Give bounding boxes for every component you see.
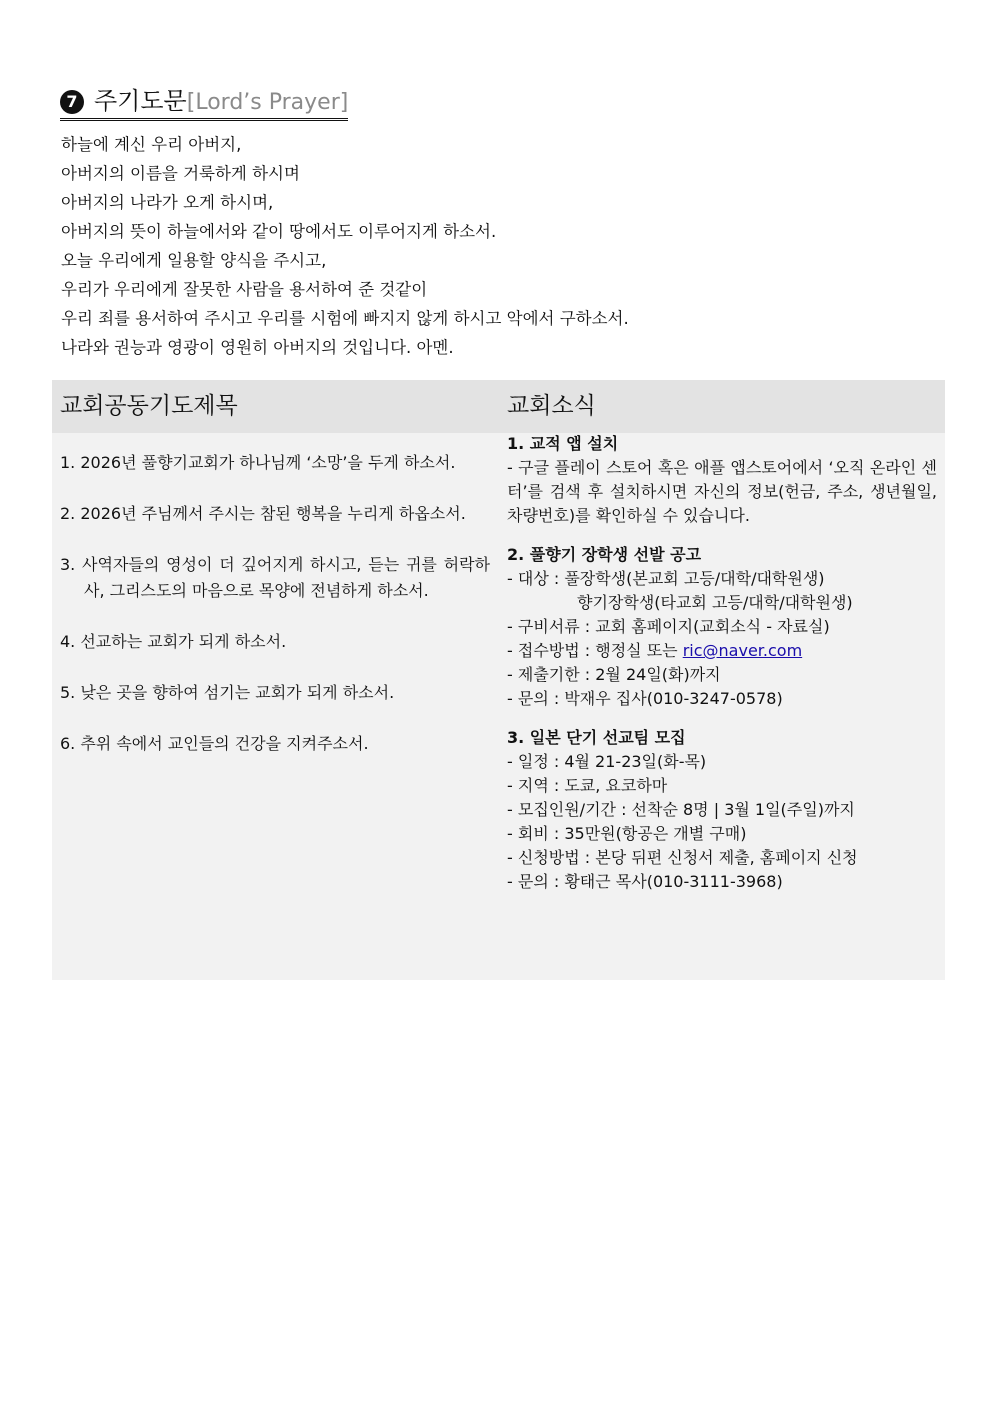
news-detail: - 제출기한 : 2월 24일(화)까지: [507, 665, 721, 684]
news-detail: - 문의 : 박재우 집사(010-3247-0578): [507, 689, 783, 708]
prayer-line: 아버지의 뜻이 하늘에서와 같이 땅에서도 이루어지게 하소서.: [61, 222, 497, 241]
prayer-topic-item: 6. 추위 속에서 교인들의 건강을 지켜주소서.: [60, 734, 369, 753]
news-item-mission-team: [507, 726, 937, 894]
prayer-line: 하늘에 계신 우리 아버지,: [61, 135, 242, 154]
panel-header: [52, 380, 945, 433]
prayer-title: [60, 86, 348, 121]
church-info-panel: [52, 380, 945, 980]
prayer-topic-item: 4. 선교하는 교회가 되게 하소서.: [60, 632, 287, 651]
prayer-topic-item: 1. 2026년 풀향기교회가 하나님께 ‘소망’을 두게 하소서.: [60, 453, 456, 472]
news-detail-list: [507, 567, 937, 711]
prayer-line: 오늘 우리에게 일용할 양식을 주시고,: [61, 251, 327, 270]
section-number-badge: 7: [60, 90, 84, 114]
prayer-line: 나라와 권능과 영광이 영원히 아버지의 것입니다. 아멘.: [61, 338, 454, 357]
news-detail: - 구비서류 : 교회 홈페이지(교회소식 - 자료실): [507, 617, 830, 636]
prayer-topic-item: 5. 낮은 곳을 향하여 섬기는 교회가 되게 하소서.: [60, 683, 395, 702]
prayer-title-en: [Lord’s Prayer]: [186, 90, 349, 115]
submit-method-label: - 접수방법 : 행정실 또는: [507, 641, 683, 660]
prayer-title-ko: 주기도문: [94, 87, 187, 115]
news-title: 3. 일본 단기 선교팀 모집: [507, 728, 686, 747]
news-item-app: [507, 432, 937, 528]
prayer-topics-heading: 교회공동기도제목: [60, 393, 238, 419]
news-detail: - 대상 : 풀장학생(본교회 고등/대학/대학원생): [507, 569, 825, 588]
prayer-text: [61, 130, 629, 362]
news-detail: - 모집인원/기간 : 선착순 8명 | 3월 1일(주일)까지: [507, 800, 855, 819]
news-detail-list: [507, 750, 937, 894]
prayer-topic-item: 2. 2026년 주님께서 주시는 참된 행복을 누리게 하옵소서.: [60, 504, 466, 523]
news-title: 2. 풀향기 장학생 선발 공고: [507, 545, 702, 564]
news-detail: [507, 639, 937, 663]
news-detail: - 신청방법 : 본당 뒤편 신청서 제출, 홈페이지 신청: [507, 848, 858, 867]
prayer-topic-item: 3. 사역자들의 영성이 더 깊어지게 하시고, 듣는 귀를 허락하사, 그리스도의 마음으로 목양에 전념하게 하소서.: [60, 555, 490, 600]
news-title: 1. 교적 앱 설치: [507, 434, 619, 453]
news-detail: - 문의 : 황태근 목사(010-3111-3968): [507, 872, 783, 891]
prayer-line: 아버지의 이름을 거룩하게 하시며: [61, 164, 300, 183]
news-detail: 향기장학생(타교회 고등/대학/대학원생): [577, 593, 853, 612]
news-detail: - 일정 : 4월 21-23일(화-목): [507, 752, 707, 771]
prayer-line: 아버지의 나라가 오게 하시며,: [61, 193, 274, 212]
prayer-line: 우리가 우리에게 잘못한 사람을 용서하여 준 것같이: [61, 280, 428, 299]
news-body: - 구글 플레이 스토어 혹은 애플 앱스토어에서 ‘오직 온라인 센터’를 검색 후 설치하시면 자신의 정보(헌금, 주소, 생년월일, 차량번호)를 확인하실 수 있습니다.: [507, 458, 937, 525]
news-detail: - 회비 : 35만원(항공은 개별 구매): [507, 824, 747, 843]
prayer-line: 우리 죄를 용서하여 주시고 우리를 시험에 빠지지 않게 하시고 악에서 구하소서.: [61, 309, 629, 328]
prayer-topics-list: [60, 450, 490, 782]
church-news-list: [507, 432, 937, 909]
church-news-heading: 교회소식: [507, 393, 596, 419]
news-detail: - 지역 : 도쿄, 요코하마: [507, 776, 668, 795]
email-link[interactable]: ric@naver.com: [682, 641, 803, 660]
news-item-scholarship: [507, 543, 937, 711]
